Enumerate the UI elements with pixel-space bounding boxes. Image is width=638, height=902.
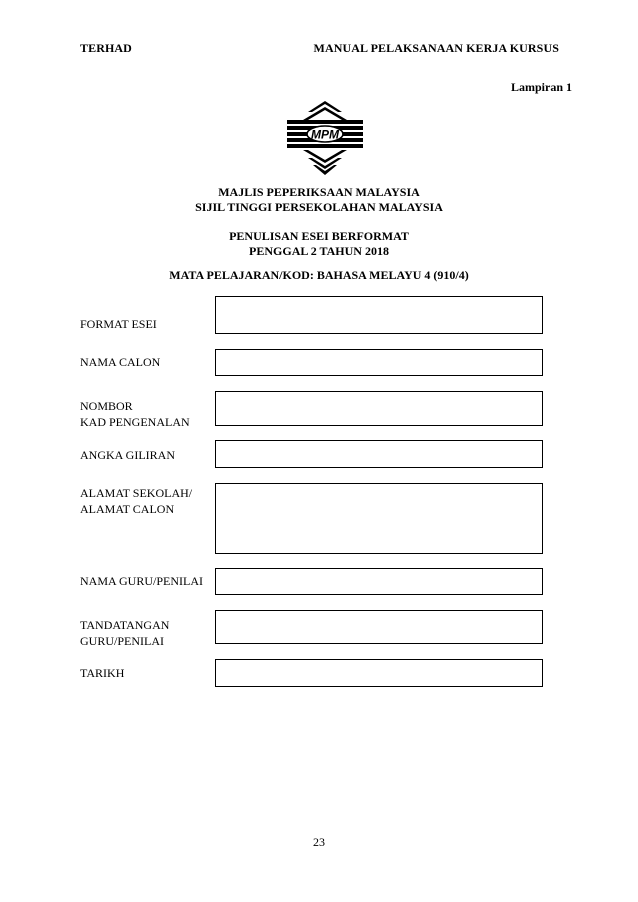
title-line-3: PENULISAN ESEI BERFORMAT [229, 229, 409, 243]
subject-line: MATA PELAJARAN/KOD: BAHASA MELAYU 4 (910/4) [169, 268, 469, 282]
field-box-alamat[interactable] [215, 483, 543, 554]
field-label-tandatangan: TANDATANGAN GURU/PENILAI [80, 618, 170, 648]
field-label-alamat: ALAMAT SEKOLAH/ ALAMAT CALON [80, 486, 193, 516]
field-box-tandatangan[interactable] [215, 610, 543, 644]
title-line-4: PENGGAL 2 TAHUN 2018 [249, 244, 389, 258]
logo-text: MPM [311, 127, 339, 142]
field-box-format-esei[interactable] [215, 296, 543, 334]
field-label-tarikh: TARIKH [80, 666, 125, 680]
field-label-format-esei: FORMAT ESEI [80, 317, 157, 331]
field-box-nama-guru-penilai[interactable] [215, 568, 543, 595]
field-box-tarikh[interactable] [215, 659, 543, 687]
field-box-nombor-kad-pengenalan[interactable] [215, 391, 543, 426]
title-line-2: SIJIL TINGGI PERSEKOLAHAN MALAYSIA [195, 200, 443, 214]
appendix-label: Lampiran 1 [510, 80, 572, 94]
field-box-angka-giliran[interactable] [215, 440, 543, 468]
title-line-1: MAJLIS PEPERIKSAAN MALAYSIA [218, 185, 420, 199]
title-block-organisation [0, 185, 638, 215]
page-number: 23 [313, 835, 325, 849]
field-label-nombor-kad-pengenalan: NOMBOR KAD PENGENALAN [80, 399, 190, 429]
header-left-text: TERHAD [80, 41, 132, 55]
field-label-nama-calon: NAMA CALON [80, 355, 161, 369]
field-box-nama-calon[interactable] [215, 349, 543, 376]
header-right-text: MANUAL PELAKSANAAN KERJA KURSUS [313, 41, 559, 55]
mpm-logo-icon [285, 101, 365, 175]
field-label-angka-giliran: ANGKA GILIRAN [80, 448, 175, 462]
title-block-exam [0, 229, 638, 259]
field-label-nama-guru-penilai: NAMA GURU/PENILAI [80, 574, 203, 588]
